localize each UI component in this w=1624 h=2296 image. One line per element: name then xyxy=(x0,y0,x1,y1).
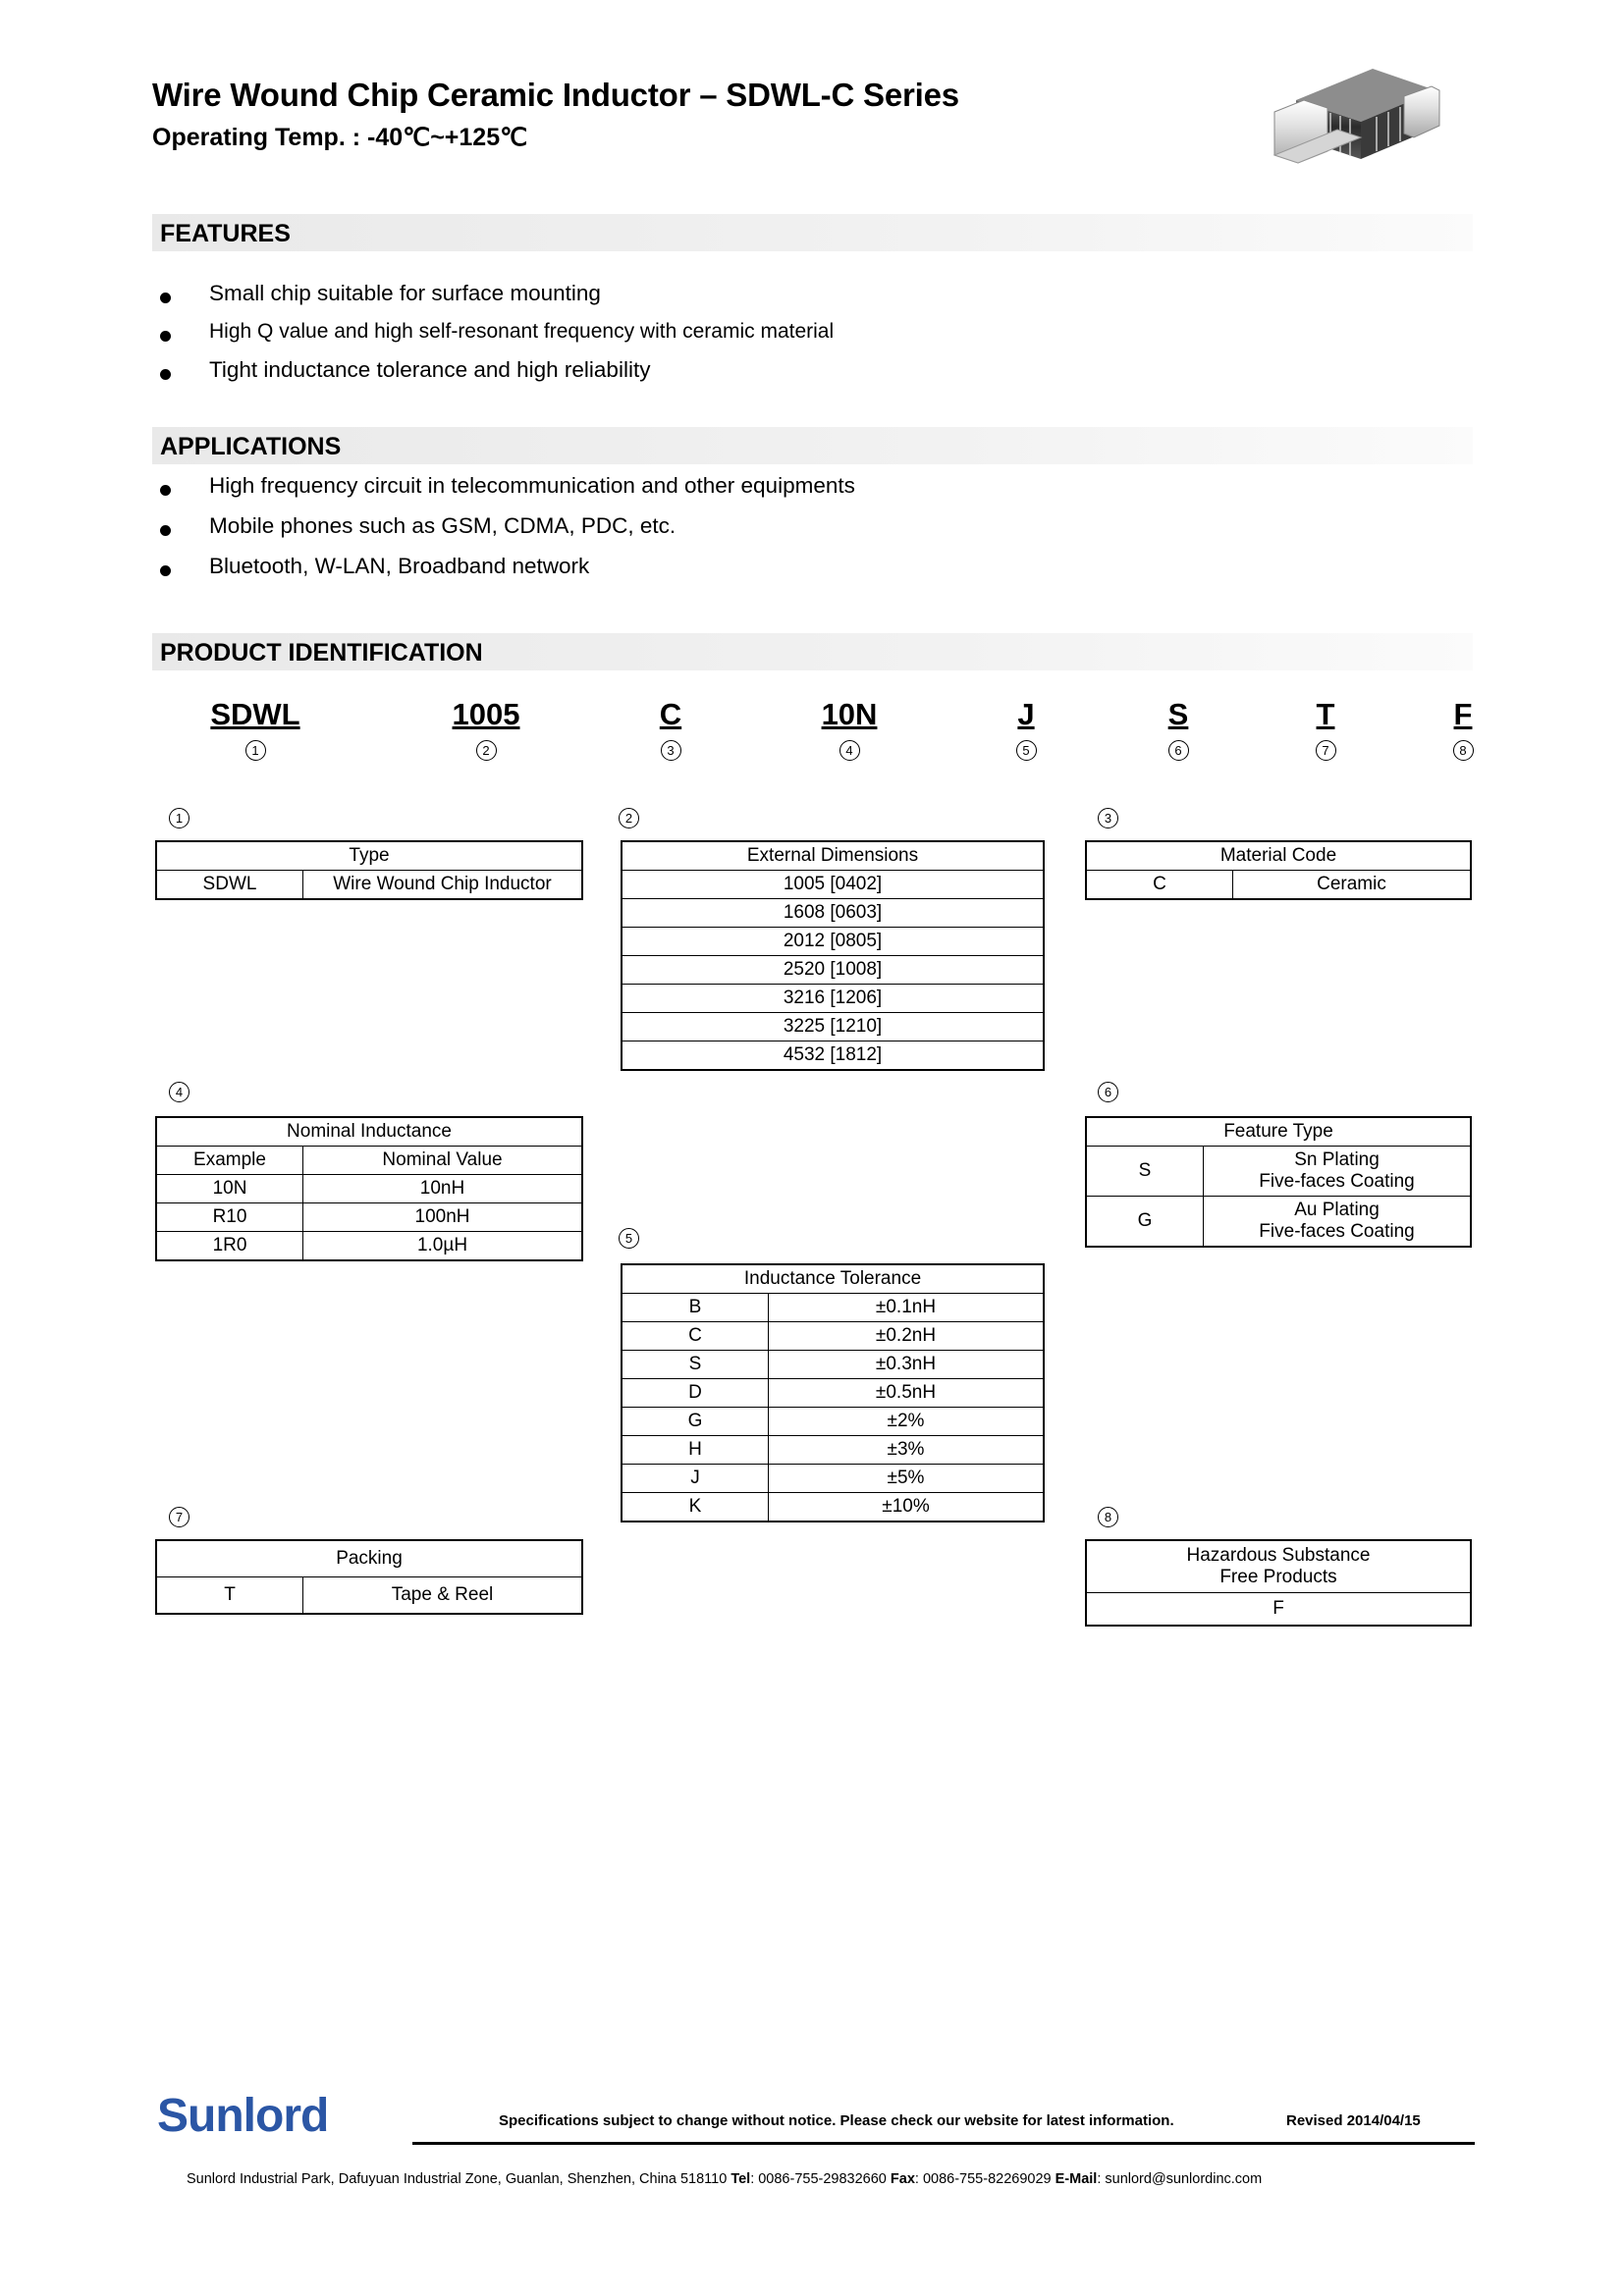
table-cell: H xyxy=(623,1436,769,1465)
feature-type-table xyxy=(1085,1116,1472,1248)
table-cell: 4532 [1812] xyxy=(623,1041,1043,1070)
type-table xyxy=(155,840,583,900)
table-cell: 1608 [0603] xyxy=(623,899,1043,928)
code-index: 6 xyxy=(1134,740,1222,761)
bullet-icon xyxy=(160,485,171,496)
feature-text: Small chip suitable for surface mounting xyxy=(209,281,601,305)
table-header: Inductance Tolerance xyxy=(623,1265,1043,1294)
table-cell: SDWL xyxy=(157,871,303,899)
table-header: External Dimensions xyxy=(623,842,1043,871)
marker-3: 3 xyxy=(1098,808,1118,828)
footer-divider xyxy=(412,2142,1475,2145)
table-cell: ±0.1nH xyxy=(769,1294,1044,1322)
table-header: Hazardous Substance xyxy=(1186,1545,1371,1566)
table-cell: 2012 [0805] xyxy=(623,928,1043,956)
code-part-8 xyxy=(1419,697,1507,761)
marker-4: 4 xyxy=(169,1082,189,1102)
table-header: Packing xyxy=(157,1541,581,1577)
code-part-3 xyxy=(622,697,720,761)
table-cell: J xyxy=(623,1465,769,1493)
table-cell: Five-faces Coating xyxy=(1259,1171,1415,1192)
table-cell: K xyxy=(623,1493,769,1522)
code-index: 8 xyxy=(1419,740,1507,761)
table-cell: 1R0 xyxy=(157,1232,303,1260)
marker-6: 6 xyxy=(1098,1082,1118,1102)
table-cell: S xyxy=(623,1351,769,1379)
bullet-icon xyxy=(160,369,171,380)
code-part-5 xyxy=(982,697,1070,761)
code-value: T xyxy=(1316,697,1335,731)
table-cell: Wire Wound Chip Inductor xyxy=(303,871,582,899)
feature-text: Tight inductance tolerance and high reliability xyxy=(209,357,651,382)
product-identification-section-bar xyxy=(152,633,1473,670)
code-value: J xyxy=(1017,697,1035,731)
table-cell: G xyxy=(1087,1197,1204,1247)
table-cell: C xyxy=(1087,871,1233,899)
footer-email-label: E-Mail xyxy=(1055,2171,1098,2187)
marker-1: 1 xyxy=(169,808,189,828)
table-cell: R10 xyxy=(157,1203,303,1232)
table-cell: C xyxy=(623,1322,769,1351)
application-text: Mobile phones such as GSM, CDMA, PDC, etc. xyxy=(209,513,677,538)
application-text: Bluetooth, W-LAN, Broadband network xyxy=(209,554,590,578)
table-cell: 10N xyxy=(157,1175,303,1203)
code-index: 5 xyxy=(982,740,1070,761)
table-cell: 3216 [1206] xyxy=(623,985,1043,1013)
table-cell: 100nH xyxy=(303,1203,582,1232)
bullet-icon xyxy=(160,331,171,342)
bullet-icon xyxy=(160,525,171,536)
features-heading: FEATURES xyxy=(160,220,291,247)
feature-text: High Q value and high self-resonant frequency with ceramic material xyxy=(209,320,835,343)
footer-email-value: : sunlord@sunlordinc.com xyxy=(1097,2171,1263,2187)
code-part-4 xyxy=(781,697,918,761)
code-value: C xyxy=(659,697,682,731)
code-index: 2 xyxy=(398,740,574,761)
table-cell: ±0.3nH xyxy=(769,1351,1044,1379)
application-text: High frequency circuit in telecommunication and other equipments xyxy=(209,473,855,498)
table-header: Free Products xyxy=(1219,1567,1337,1587)
table-cell: S xyxy=(1087,1147,1204,1197)
footer-fax-label: Fax xyxy=(890,2171,915,2187)
table-subheader: Example xyxy=(157,1147,303,1175)
code-value: 1005 xyxy=(452,697,520,731)
material-code-table xyxy=(1085,840,1472,900)
code-value: F xyxy=(1453,697,1473,731)
code-part-6 xyxy=(1134,697,1222,761)
features-section-bar xyxy=(152,214,1473,251)
table-header: Nominal Inductance xyxy=(157,1118,581,1147)
code-part-7 xyxy=(1281,697,1370,761)
applications-section-bar xyxy=(152,427,1473,464)
marker-8: 8 xyxy=(1098,1507,1118,1527)
footer-tel-label: Tel xyxy=(731,2171,751,2187)
table-cell: Sn Plating xyxy=(1294,1149,1380,1170)
table-header: Material Code xyxy=(1087,842,1470,871)
applications-heading: APPLICATIONS xyxy=(160,433,342,460)
table-cell: 10nH xyxy=(303,1175,582,1203)
table-cell: F xyxy=(1087,1593,1470,1626)
code-index: 1 xyxy=(152,740,358,761)
table-cell: Tape & Reel xyxy=(303,1577,582,1614)
table-cell: G xyxy=(623,1408,769,1436)
table-cell: Au Plating xyxy=(1294,1200,1380,1220)
table-cell: Ceramic xyxy=(1233,871,1471,899)
company-logo: Sunlord xyxy=(157,2090,329,2142)
table-cell: ±3% xyxy=(769,1436,1044,1465)
operating-temp-subtitle: Operating Temp. : -40℃~+125℃ xyxy=(152,123,528,151)
code-index: 7 xyxy=(1281,740,1370,761)
packing-table xyxy=(155,1539,583,1615)
footer-revision: Revised 2014/04/15 xyxy=(1286,2112,1421,2129)
product-identification-heading: PRODUCT IDENTIFICATION xyxy=(160,639,483,667)
nominal-inductance-table xyxy=(155,1116,583,1261)
marker-7: 7 xyxy=(169,1507,189,1527)
table-cell: T xyxy=(157,1577,303,1614)
code-value: S xyxy=(1167,697,1189,731)
footer-tel-value: : 0086-755-29832660 xyxy=(750,2171,891,2187)
code-index: 4 xyxy=(781,740,918,761)
chip-inductor-photo xyxy=(1267,61,1443,184)
table-cell: 2520 [1008] xyxy=(623,956,1043,985)
external-dimensions-table xyxy=(621,840,1045,1071)
inductance-tolerance-table xyxy=(621,1263,1045,1522)
table-cell: 3225 [1210] xyxy=(623,1013,1043,1041)
table-header: Feature Type xyxy=(1087,1118,1470,1147)
table-cell: ±5% xyxy=(769,1465,1044,1493)
table-cell: ±0.5nH xyxy=(769,1379,1044,1408)
table-cell: ±0.2nH xyxy=(769,1322,1044,1351)
code-part-2 xyxy=(398,697,574,761)
marker-5: 5 xyxy=(619,1228,639,1249)
page-title: Wire Wound Chip Ceramic Inductor – SDWL-C Series xyxy=(152,77,959,113)
hazardous-substance-table xyxy=(1085,1539,1472,1627)
table-cell: B xyxy=(623,1294,769,1322)
part-number-breakdown xyxy=(152,697,1473,766)
marker-2: 2 xyxy=(619,808,639,828)
code-value: SDWL xyxy=(210,697,300,731)
code-part-1 xyxy=(152,697,358,761)
table-subheader: Nominal Value xyxy=(303,1147,582,1175)
table-cell: D xyxy=(623,1379,769,1408)
footer-disclaimer: Specifications subject to change without notice. Please check our website for latest information. xyxy=(499,2112,1174,2129)
footer-address xyxy=(187,2171,1262,2187)
table-cell: ±2% xyxy=(769,1408,1044,1436)
bullet-icon xyxy=(160,565,171,576)
table-header: Type xyxy=(157,842,581,871)
table-cell: 1005 [0402] xyxy=(623,871,1043,899)
bullet-icon xyxy=(160,293,171,303)
code-index: 3 xyxy=(622,740,720,761)
footer-fax-value: : 0086-755-82269029 xyxy=(914,2171,1056,2187)
footer-address-text: Sunlord Industrial Park, Dafuyuan Industrial Zone, Guanlan, Shenzhen, China 518110 xyxy=(187,2171,731,2187)
table-cell: Five-faces Coating xyxy=(1259,1221,1415,1242)
code-value: 10N xyxy=(821,697,878,731)
table-cell: 1.0µH xyxy=(303,1232,582,1260)
table-cell: ±10% xyxy=(769,1493,1044,1522)
